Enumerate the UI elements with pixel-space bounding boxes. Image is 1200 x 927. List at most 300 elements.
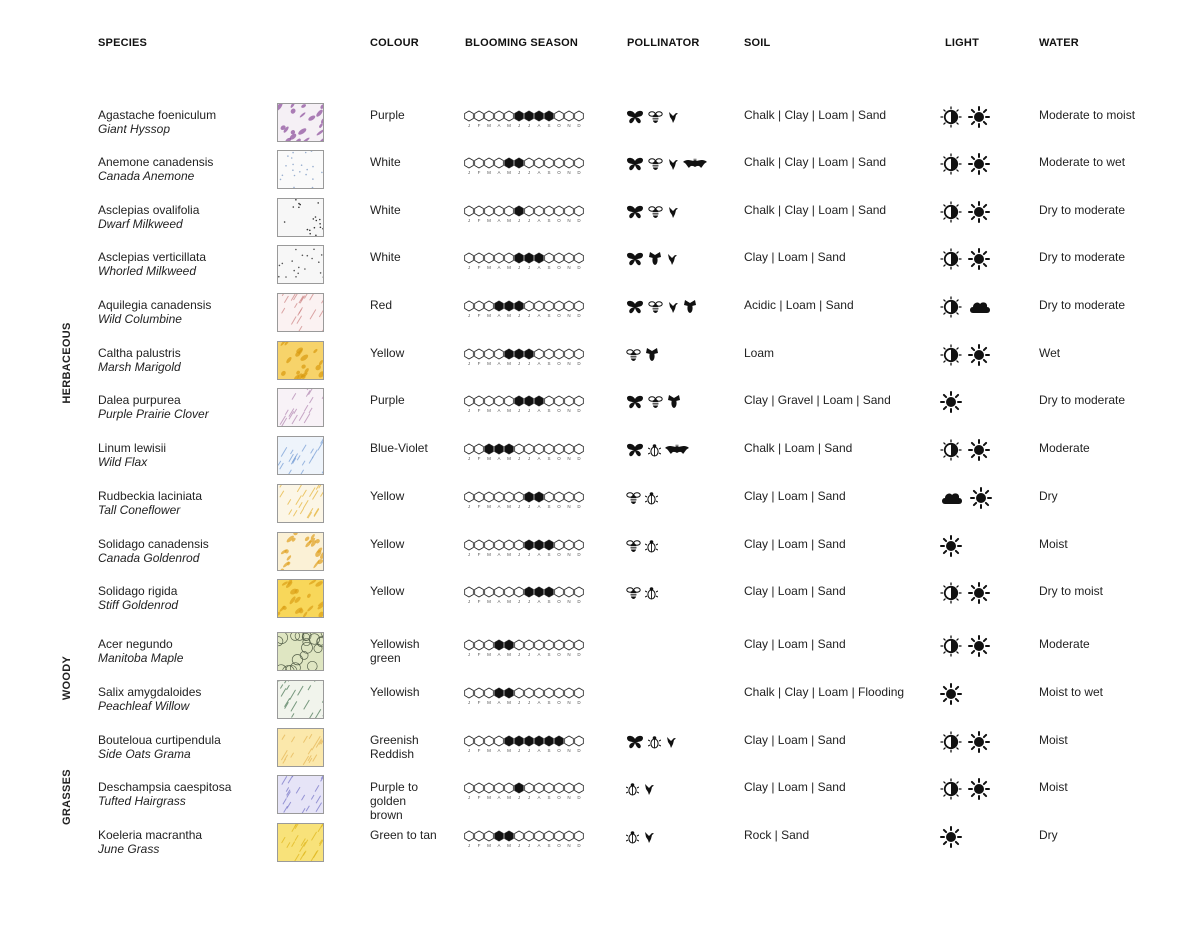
sun-icon [968,344,990,366]
month-hexagon [515,492,524,502]
month-hexagon [475,206,484,216]
fly-icon [648,252,662,266]
sun-icon [940,391,962,413]
month-hexagon [535,444,544,454]
month-letter: O [557,265,561,270]
hummingbird-icon [643,830,655,844]
hummingbird-icon [667,205,679,219]
month-hexagon [535,253,544,263]
blooming-season [463,300,587,325]
colour-value: Blue-Violet [370,441,428,455]
month-letter: D [577,313,581,318]
part-shade-icon [940,106,962,128]
month-hexagon [475,587,484,597]
month-hexagon [495,736,504,746]
month-letter: J [467,361,471,366]
month-letter: F [477,700,481,705]
month-hexagon [565,736,574,746]
month-letter: A [537,599,541,604]
month-letter: S [547,599,551,604]
month-hexagon [485,688,494,698]
soil-types: Chalk | Clay | Loam | Flooding [744,685,905,699]
month-hexagon [505,349,514,359]
beetle-icon [648,443,661,457]
month-letter: S [547,361,551,366]
month-letter: D [577,456,581,461]
butterfly-icon [626,157,644,171]
month-hexagon [575,396,584,406]
month-letter: O [557,599,561,604]
month-letter: M [507,313,511,318]
month-hexagon [485,111,494,121]
month-hexagon [485,587,494,597]
bee-icon [648,300,663,314]
butterfly-icon [626,395,644,409]
month-letter: J [517,552,521,557]
blooming-season [463,687,587,712]
bloom-chart [463,252,587,272]
month-letter: M [487,170,491,175]
month-letter: O [557,408,561,413]
light-icons [940,153,990,175]
bloom-chart [463,639,587,659]
colour-swatch [277,103,324,142]
pollinator-icons [626,586,658,600]
month-hexagon [505,444,514,454]
month-letter: M [507,456,511,461]
month-letter: S [547,652,551,657]
month-hexagon [575,206,584,216]
sun-icon [968,778,990,800]
month-letter: A [497,123,501,128]
month-letter: N [567,170,571,175]
hummingbird-icon [667,157,679,171]
month-hexagon [485,831,494,841]
month-hexagon [515,206,524,216]
month-letter: S [547,313,551,318]
part-shade-icon [940,439,962,461]
month-letter: A [537,218,541,223]
month-hexagon [575,783,584,793]
scientific-name: Rudbeckia laciniata [98,489,203,503]
month-hexagon [505,111,514,121]
fly-icon [683,300,697,314]
pollinator-icons [626,395,681,409]
month-hexagon [465,158,474,168]
hummingbird-icon [667,300,679,314]
pollinator-icons [626,539,658,553]
soil-types: Acidic | Loam | Sand [744,298,854,312]
month-hexagon [475,301,484,311]
common-name: Manitoba Maple [98,651,184,665]
common-name: Whorled Milkweed [98,264,197,278]
month-letter: M [507,843,511,848]
month-letter: N [567,599,571,604]
month-letter: J [517,795,521,800]
colour-swatch [277,823,324,862]
blooming-season [463,586,587,611]
month-letter: J [517,504,521,509]
water-needs: Moderate to wet [1039,155,1126,169]
month-letter: N [567,265,571,270]
common-name: Giant Hyssop [98,122,171,136]
month-hexagon [495,540,504,550]
bee-icon [626,491,641,505]
blooming-season [463,205,587,230]
month-letter: D [577,361,581,366]
header-species: SPECIES [98,37,148,49]
month-hexagon [545,783,554,793]
bee-icon [648,157,663,171]
month-letter: J [517,700,521,705]
month-hexagon [565,640,574,650]
month-letter: N [567,218,571,223]
month-letter: J [527,599,531,604]
month-hexagon [525,444,534,454]
month-hexagon [465,111,474,121]
month-letter: M [507,361,511,366]
blooming-season [463,639,587,664]
month-hexagon [515,111,524,121]
part-shade-icon [940,153,962,175]
month-hexagon [525,158,534,168]
pollinator-icons [626,443,689,457]
month-letter: J [527,843,531,848]
month-letter: M [487,265,491,270]
month-letter: A [497,361,501,366]
colour-value: Yellow [370,489,405,503]
month-hexagon [535,688,544,698]
water-needs: Dry [1039,828,1058,842]
light-icons [940,487,992,509]
month-hexagon [555,158,564,168]
month-letter: M [487,408,491,413]
part-shade-icon [940,731,962,753]
common-name: Side Oats Grama [98,747,191,761]
table-row [0,828,1200,876]
month-letter: S [547,504,551,509]
month-hexagon [525,206,534,216]
month-hexagon [515,587,524,597]
month-hexagon [465,540,474,550]
month-letter: A [497,313,501,318]
table-row [0,780,1200,828]
month-letter: D [577,218,581,223]
water-needs: Dry to moderate [1039,298,1126,312]
water-needs: Dry to moderate [1039,250,1126,264]
month-hexagon [515,301,524,311]
butterfly-icon [626,443,644,457]
month-letter: O [557,652,561,657]
fly-icon [645,348,659,362]
month-letter: A [537,408,541,413]
bee-icon [648,110,663,124]
month-hexagon [495,349,504,359]
light-icons [940,296,992,318]
header-blooming-season: BLOOMING SEASON [465,37,579,49]
month-letter: S [547,456,551,461]
blooming-season [463,443,587,468]
light-icons [940,582,990,604]
colour-swatch [277,579,324,618]
month-hexagon [565,540,574,550]
month-letter: O [557,843,561,848]
month-hexagon [575,253,584,263]
month-hexagon [545,158,554,168]
month-letter: D [577,408,581,413]
header-soil: SOIL [744,37,771,49]
month-hexagon [525,783,534,793]
month-hexagon [535,540,544,550]
month-letter: O [557,123,561,128]
month-hexagon [465,206,474,216]
month-hexagon [555,444,564,454]
month-hexagon [535,640,544,650]
month-letter: D [577,652,581,657]
part-shade-icon [940,296,962,318]
table-row [0,489,1200,537]
month-hexagon [565,492,574,502]
month-letter: F [477,313,481,318]
month-hexagon [545,736,554,746]
sun-icon [970,487,992,509]
month-hexagon [485,540,494,550]
month-hexagon [465,736,474,746]
month-hexagon [575,640,584,650]
month-letter: S [547,265,551,270]
common-name: Wild Columbine [98,312,182,326]
month-letter: D [577,170,581,175]
month-letter: F [477,652,481,657]
month-hexagon [555,349,564,359]
month-letter: D [577,599,581,604]
header-pollinator: POLLINATOR [627,37,700,49]
table-row [0,155,1200,203]
common-name: Purple Prairie Clover [98,407,209,421]
colour-swatch [277,436,324,475]
month-letter: J [467,408,471,413]
table-row [0,584,1200,632]
month-hexagon [545,301,554,311]
month-hexagon [565,111,574,121]
bat-icon [665,443,689,457]
month-letter: S [547,408,551,413]
month-letter: D [577,504,581,509]
soil-types: Clay | Loam | Sand [744,733,846,747]
soil-types: Rock | Sand [744,828,810,842]
month-hexagon [555,783,564,793]
month-letter: O [557,700,561,705]
month-letter: D [577,748,581,753]
water-needs: Moist [1039,780,1068,794]
month-hexagon [475,736,484,746]
month-letter: S [547,795,551,800]
month-hexagon [495,253,504,263]
month-hexagon [535,783,544,793]
month-hexagon [575,349,584,359]
month-letter: J [517,218,521,223]
month-hexagon [505,736,514,746]
month-hexagon [555,736,564,746]
month-hexagon [505,540,514,550]
colour-value: Greenish Reddish [370,733,419,761]
light-icons [940,106,990,128]
pollinator-icons [626,348,659,362]
header-light: LIGHT [945,37,979,49]
month-letter: A [497,408,501,413]
month-letter: J [467,265,471,270]
pollinator-icons [626,782,655,796]
bloom-chart [463,687,587,707]
month-hexagon [535,206,544,216]
month-letter: A [497,552,501,557]
sun-icon [968,439,990,461]
month-hexagon [495,206,504,216]
part-shade-icon [940,635,962,657]
month-letter: J [527,504,531,509]
colour-swatch [277,150,324,189]
month-hexagon [495,158,504,168]
month-letter: J [527,170,531,175]
month-hexagon [475,396,484,406]
common-name: Marsh Marigold [98,360,181,374]
common-name: Tall Coneflower [98,503,181,517]
table-row [0,298,1200,346]
colour-swatch [277,775,324,814]
month-letter: N [567,504,571,509]
month-hexagon [535,301,544,311]
month-hexagon [535,492,544,502]
month-hexagon [555,688,564,698]
month-hexagon [485,492,494,502]
soil-types: Chalk | Clay | Loam | Sand [744,108,887,122]
month-letter: N [567,361,571,366]
month-hexagon [555,640,564,650]
light-icons [940,731,990,753]
month-hexagon [545,396,554,406]
month-letter: F [477,795,481,800]
month-letter: J [467,123,471,128]
month-hexagon [565,444,574,454]
month-hexagon [475,253,484,263]
blooming-season [463,252,587,277]
month-letter: N [567,313,571,318]
month-letter: J [517,361,521,366]
month-hexagon [515,688,524,698]
month-hexagon [465,688,474,698]
month-hexagon [475,783,484,793]
month-hexagon [495,396,504,406]
scientific-name: Asclepias verticillata [98,250,207,264]
month-letter: A [537,170,541,175]
month-letter: M [507,700,511,705]
water-needs: Moderate to moist [1039,108,1136,122]
month-letter: J [517,843,521,848]
month-letter: N [567,552,571,557]
month-hexagon [465,640,474,650]
month-letter: O [557,552,561,557]
bloom-chart [463,782,587,802]
month-letter: J [517,599,521,604]
month-hexagon [465,831,474,841]
colour-value: White [370,250,401,264]
soil-types: Chalk | Clay | Loam | Sand [744,155,887,169]
month-hexagon [555,587,564,597]
month-hexagon [555,540,564,550]
month-letter: J [467,652,471,657]
blooming-season [463,395,587,420]
butterfly-icon [626,110,644,124]
month-letter: J [527,456,531,461]
table-row [0,393,1200,441]
month-letter: J [517,456,521,461]
month-letter: A [497,795,501,800]
month-letter: A [497,456,501,461]
month-hexagon [575,688,584,698]
soil-types: Loam [744,346,775,360]
month-letter: M [507,265,511,270]
sun-icon [968,248,990,270]
bee-icon [648,205,663,219]
month-hexagon [495,688,504,698]
month-letter: A [497,504,501,509]
month-letter: F [477,504,481,509]
month-letter: N [567,456,571,461]
month-hexagon [495,783,504,793]
part-shade-icon [940,778,962,800]
month-letter: M [487,218,491,223]
month-letter: F [477,218,481,223]
month-letter: J [467,843,471,848]
scientific-name: Solidago rigida [98,584,178,598]
month-hexagon [555,111,564,121]
beetle-icon [626,830,639,844]
month-letter: S [547,170,551,175]
bee-icon [626,586,641,600]
table-row [0,346,1200,394]
scientific-name: Salix amygdaloides [98,685,202,699]
month-letter: S [547,700,551,705]
month-hexagon [525,253,534,263]
month-hexagon [465,783,474,793]
month-letter: J [467,313,471,318]
month-letter: A [537,456,541,461]
group-label: HERBACEOUS [61,321,73,404]
pollinator-icons [626,735,677,749]
blooming-season [463,348,587,373]
table-row [0,685,1200,733]
month-letter: O [557,361,561,366]
pollinator-icons [626,491,658,505]
month-hexagon [555,492,564,502]
month-letter: A [497,843,501,848]
month-hexagon [475,111,484,121]
bee-icon [648,395,663,409]
month-letter: O [557,218,561,223]
hummingbird-icon [667,110,679,124]
month-letter: M [487,700,491,705]
month-letter: O [557,504,561,509]
month-hexagon [535,158,544,168]
month-letter: O [557,795,561,800]
month-hexagon [475,688,484,698]
month-letter: O [557,456,561,461]
butterfly-icon [626,252,644,266]
month-letter: A [537,652,541,657]
month-letter: A [537,265,541,270]
month-hexagon [575,587,584,597]
common-name: June Grass [98,842,160,856]
